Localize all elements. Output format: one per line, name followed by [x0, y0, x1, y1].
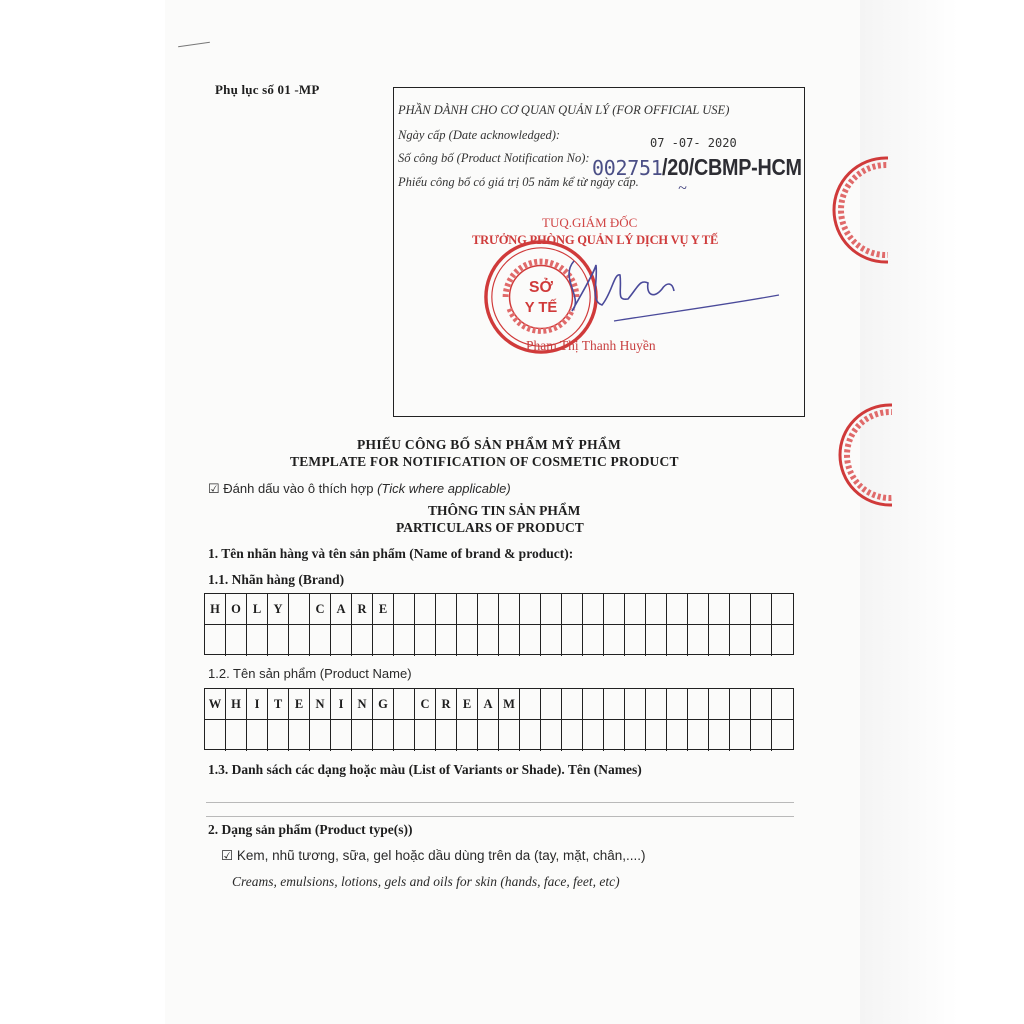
grid-cell [205, 720, 226, 751]
grid-cell [667, 625, 688, 656]
grid-cell [541, 594, 562, 625]
grid-cell: E [289, 689, 310, 720]
notification-number-prefix: 002751 [592, 156, 663, 180]
section-title-en: PARTICULARS OF PRODUCT [396, 520, 584, 535]
grid-cell: L [247, 594, 268, 625]
grid-cell [226, 625, 247, 656]
grid-cell: I [247, 689, 268, 720]
grid-cell: N [310, 689, 331, 720]
grid-cell [730, 689, 751, 720]
grid-cell [394, 625, 415, 656]
grid-cell [436, 720, 457, 751]
signature-icon [554, 243, 784, 323]
grid-cell [709, 689, 730, 720]
grid-cell [247, 720, 268, 751]
product-type-vn: Kem, nhũ tương, sữa, gel hoặc dầu dùng trên da (tay, mặt, chân,....) [236, 848, 646, 863]
grid-cell: I [331, 689, 352, 720]
grid-cell [310, 625, 331, 656]
grid-cell [457, 594, 478, 625]
grid-cell: N [352, 689, 373, 720]
grid-cell [457, 720, 478, 751]
question-1-3-variants: 1.3. Danh sách các dạng hoặc màu (List of Variants or Shade). Tên (Names) [208, 762, 642, 777]
grid-cell [394, 689, 415, 720]
grid-cell [751, 625, 772, 656]
tick-note-en: (Tick where applicable) [377, 481, 511, 496]
grid-cell [394, 594, 415, 625]
grid-cell [268, 720, 289, 751]
grid-cell [604, 720, 625, 751]
grid-cell: E [457, 689, 478, 720]
grid-cell [709, 720, 730, 751]
tick-note [208, 481, 511, 497]
grid-cell [289, 720, 310, 751]
grid-cell [688, 594, 709, 625]
grid-cell [436, 594, 457, 625]
answer-line [206, 816, 794, 817]
grid-cell [541, 625, 562, 656]
side-seal-icon [828, 150, 888, 270]
grid-cell: T [268, 689, 289, 720]
official-use-box [393, 87, 805, 417]
grid-cell [688, 625, 709, 656]
grid-cell: C [310, 594, 331, 625]
grid-cell [289, 594, 310, 625]
question-1-2-product: 1.2. Tên sản phẩm (Product Name) [208, 666, 412, 681]
grid-cell: O [226, 594, 247, 625]
initial-mark: ~ [678, 180, 687, 197]
grid-cell [520, 594, 541, 625]
grid-cell [772, 689, 793, 720]
signer-name: Phạm Thị Thanh Huyền [526, 338, 656, 353]
grid-cell: M [499, 689, 520, 720]
notification-number-suffix: /20/CBMP-HCM [662, 154, 803, 180]
grid-cell: H [205, 594, 226, 625]
grid-cell [331, 625, 352, 656]
grid-cell: C [415, 689, 436, 720]
form-title-vn: PHIẾU CÔNG BỐ SẢN PHẨM MỸ PHẨM [357, 437, 621, 452]
side-seal-icon-2 [832, 400, 892, 510]
grid-cell [688, 689, 709, 720]
grid-cell [499, 720, 520, 751]
grid-cell [625, 594, 646, 625]
grid-cell [520, 625, 541, 656]
grid-cell [646, 594, 667, 625]
grid-cell [625, 720, 646, 751]
grid-cell [520, 689, 541, 720]
grid-cell [436, 625, 457, 656]
grid-cell [688, 720, 709, 751]
grid-cell [751, 594, 772, 625]
grid-cell [709, 594, 730, 625]
checkbox-icon: ☑ [208, 481, 220, 496]
grid-cell: E [373, 594, 394, 625]
grid-cell [289, 625, 310, 656]
tick-note-vn: Đánh dấu vào ô thích hợp [223, 481, 374, 496]
signer-title-2: TRƯỞNG PHÒNG QUẢN LÝ DỊCH VỤ Y TẾ [472, 233, 719, 247]
product-type-option [221, 848, 646, 864]
grid-cell: W [205, 689, 226, 720]
seal-line-1: SỞ [529, 279, 553, 297]
product-grid [204, 688, 794, 750]
grid-cell [646, 720, 667, 751]
date-acknowledged-label: Ngày cấp (Date acknowledged): [398, 128, 561, 142]
answer-line [206, 802, 794, 803]
section-title-vn: THÔNG TIN SẢN PHẨM [428, 503, 581, 518]
grid-cell [730, 594, 751, 625]
grid-cell [352, 625, 373, 656]
grid-cell [394, 720, 415, 751]
form-title-en: TEMPLATE FOR NOTIFICATION OF COSMETIC PRODUCT [290, 454, 679, 469]
grid-cell [373, 720, 394, 751]
grid-cell [709, 625, 730, 656]
grid-cell [730, 720, 751, 751]
signer-title-1: TUQ.GIÁM ĐỐC [542, 215, 638, 230]
grid-cell [667, 720, 688, 751]
grid-cell: A [478, 689, 499, 720]
grid-cell [625, 689, 646, 720]
grid-cell [331, 720, 352, 751]
grid-cell [268, 625, 289, 656]
grid-cell: Y [268, 594, 289, 625]
grid-cell [373, 625, 394, 656]
grid-cell [667, 594, 688, 625]
grid-cell: R [436, 689, 457, 720]
grid-cell [646, 689, 667, 720]
grid-cell [604, 689, 625, 720]
grid-cell [478, 720, 499, 751]
grid-cell: R [352, 594, 373, 625]
question-2-product-type: 2. Dạng sản phẩm (Product type(s)) [208, 822, 413, 837]
grid-cell [457, 625, 478, 656]
grid-cell [772, 625, 793, 656]
question-1-1-brand: 1.1. Nhãn hàng (Brand) [208, 572, 345, 587]
product-type-en: Creams, emulsions, lotions, gels and oils for skin (hands, face, feet, etc) [232, 874, 620, 889]
grid-cell [499, 625, 520, 656]
seal-line-2: Y TẾ [524, 299, 558, 316]
grid-cell [604, 594, 625, 625]
checkbox-checked-icon: ☑ [221, 848, 234, 863]
grid-cell [583, 720, 604, 751]
grid-cell [562, 720, 583, 751]
grid-cell [415, 720, 436, 751]
grid-cell [751, 720, 772, 751]
grid-cell [310, 720, 331, 751]
grid-cell [772, 720, 793, 751]
grid-cell [772, 594, 793, 625]
grid-cell [730, 625, 751, 656]
question-1: 1. Tên nhãn hàng và tên sản phẩm (Name of brand & product): [208, 546, 574, 561]
notification-number-label: Số công bố (Product Notification No): [398, 151, 590, 165]
grid-cell [583, 625, 604, 656]
grid-cell [751, 689, 772, 720]
brand-grid [204, 593, 794, 655]
grid-cell [625, 625, 646, 656]
grid-cell [415, 594, 436, 625]
grid-cell [247, 625, 268, 656]
grid-cell [352, 720, 373, 751]
validity-note: Phiếu công bố có giá trị 05 năm kể từ ngày cấp. [398, 175, 639, 189]
grid-cell [604, 625, 625, 656]
appendix-label: Phụ lục số 01 -MP [215, 82, 320, 97]
grid-cell [205, 625, 226, 656]
grid-cell [541, 689, 562, 720]
grid-cell [541, 720, 562, 751]
grid-cell [562, 625, 583, 656]
grid-cell [562, 689, 583, 720]
date-acknowledged-value: 07 -07- 2020 [650, 136, 737, 150]
grid-cell [415, 625, 436, 656]
official-use-title: PHẦN DÀNH CHO CƠ QUAN QUẢN LÝ (FOR OFFICIAL USE) [398, 103, 730, 117]
grid-cell [478, 625, 499, 656]
grid-cell: A [331, 594, 352, 625]
grid-cell [499, 594, 520, 625]
grid-cell: H [226, 689, 247, 720]
grid-cell [562, 594, 583, 625]
grid-cell [226, 720, 247, 751]
grid-cell: G [373, 689, 394, 720]
grid-cell [583, 689, 604, 720]
grid-cell [583, 594, 604, 625]
grid-cell [667, 689, 688, 720]
grid-cell [520, 720, 541, 751]
grid-cell [646, 625, 667, 656]
grid-cell [478, 594, 499, 625]
